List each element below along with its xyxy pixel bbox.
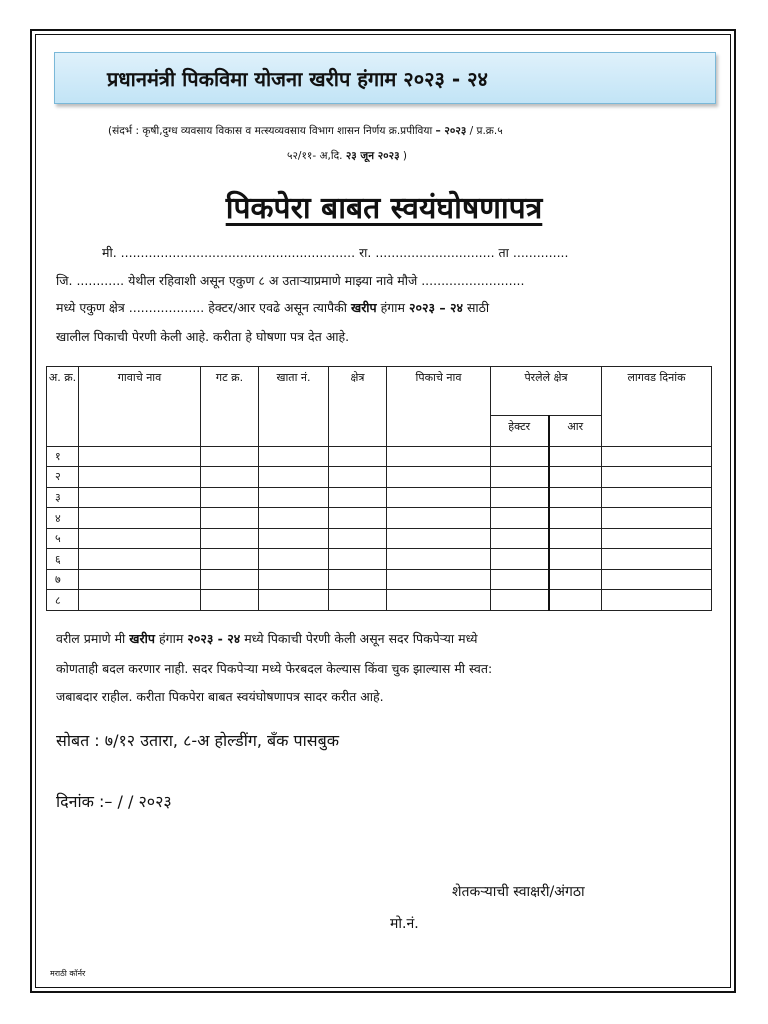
title-banner	[54, 52, 716, 104]
crop-table	[46, 366, 712, 611]
table-row	[47, 446, 712, 467]
banner-title: प्रधानमंत्री पिकविमा योजना खरीप हंगाम २०२३ - २४	[107, 67, 488, 91]
table-row	[47, 467, 712, 488]
table-row	[47, 569, 712, 590]
header-gat: गट क्र.	[201, 367, 259, 447]
row-number: ५	[47, 528, 79, 549]
affirmation-line-1: वरील प्रमाणे मी खरीप हंगाम २०२३ - २४ मध्ये पिकाची पेरणी केली असून सदर पिकपेऱ्या मध्ये	[56, 631, 478, 646]
date-line: दिनांक :– / / २०२३	[56, 792, 172, 811]
row-number: १	[47, 446, 79, 467]
table-body	[47, 446, 712, 610]
header-sown-area: पेरलेले क्षेत्र	[491, 367, 602, 416]
declaration-line-2: जि. ............ येथील रहिवाशी असून एकुण ८ अ उताऱ्याप्रमाणे माझ्या नावे मौजे ..........................	[56, 273, 525, 288]
row-number: ७	[47, 569, 79, 590]
row-number: ४	[47, 508, 79, 529]
reference-line-1: (संदर्भ : कृषी,दुग्ध व्यवसाय विकास व मत्स्यव्यवसाय विभाग शासन निर्णय क्र.प्रपीविया – २०२३ / प्र.क्र.५	[108, 125, 503, 137]
declaration-line-3: मध्ये एकुण क्षेत्र ................... हेक्टर/आर एवढे असून त्यापैकी खरीप हंगाम २०२३ – २४ साठी	[56, 300, 490, 315]
farmer-signature-label: शेतकऱ्याची स्वाक्षरी/अंगठा	[452, 884, 585, 900]
header-are: आर	[549, 415, 602, 446]
header-hectare: हेक्टर	[491, 415, 549, 446]
table-row	[47, 549, 712, 570]
header-crop: पिकाचे नाव	[387, 367, 491, 447]
header-village: गावाचे नाव	[79, 367, 201, 447]
row-number: ३	[47, 487, 79, 508]
declaration-line-4: खालील पिकाची पेरणी केली आहे. करीता हे घोषणा पत्र देत आहे.	[56, 329, 350, 344]
declaration-line-1: मी. ........................................................... रा. .............................. ता ..............	[102, 245, 569, 260]
reference-line-2: ५२/११- अ,दि. २३ जून २०२३ )	[287, 150, 407, 162]
mobile-number-label: मो.नं.	[390, 916, 419, 932]
table-row	[47, 528, 712, 549]
table-row	[47, 487, 712, 508]
footer-note: मराठी कॉर्नर	[50, 969, 86, 978]
header-sowing-date: लागवड दिनांक	[602, 367, 712, 447]
affirmation-line-2: कोणताही बदल करणार नाही. सदर पिकपेऱ्या मध्ये फेरबदल केल्यास किंवा चुक झाल्यास मी स्वत:	[56, 661, 493, 676]
row-number: २	[47, 467, 79, 488]
header-serial: अ. क्र.	[47, 367, 79, 447]
affirmation-line-3: जबाबदार राहील. करीता पिकपेरा बाबत स्वयंघोषणापत्र सादर करीत आहे.	[56, 689, 384, 704]
header-khata: खाता नं.	[259, 367, 329, 447]
table-row	[47, 508, 712, 529]
table-row	[47, 590, 712, 611]
row-number: ६	[47, 549, 79, 570]
document-title: पिकपेरा बाबत स्वयंघोषणापत्र	[225, 191, 543, 226]
header-area: क्षेत्र	[329, 367, 387, 447]
row-number: ८	[47, 590, 79, 611]
enclosures: सोबत : ७/१२ उतारा, ८-अ होल्डींग, बॅंक पासबुक	[56, 731, 340, 750]
